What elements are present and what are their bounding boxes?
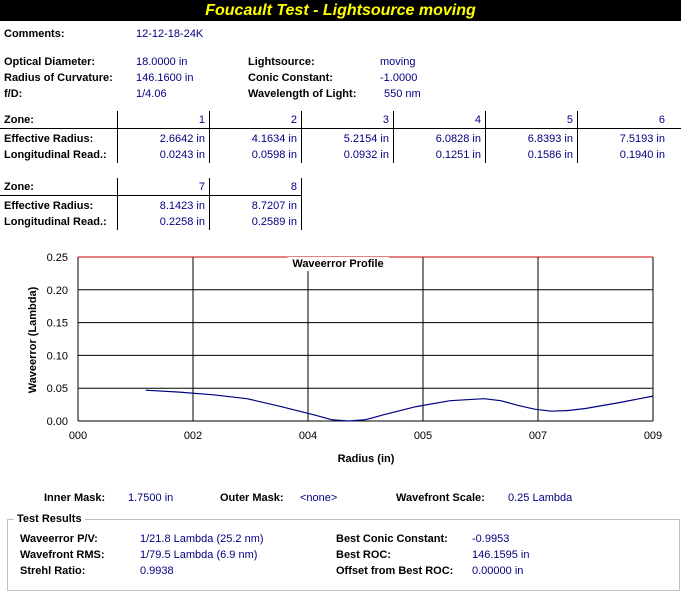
best-roc-value: 146.1595 in — [472, 549, 530, 561]
longitudinal-cell: 0.0243 in — [159, 149, 205, 161]
chart-x-tick-label: 002 — [183, 430, 203, 442]
chart-series-line — [146, 390, 653, 421]
effective-radius-cell: 2.6642 in — [159, 133, 205, 145]
outer-mask-label: Outer Mask: — [220, 492, 284, 504]
chart-y-tick-label: 0.00 — [46, 416, 68, 428]
inner-mask-label: Inner Mask: — [44, 492, 106, 504]
longitudinal-label: Longitudinal Read.: — [4, 216, 107, 228]
zone-label: Zone: — [4, 114, 34, 126]
longitudinal-cell: 0.2589 in — [251, 216, 297, 228]
lightsource-label: Lightsource: — [248, 56, 315, 68]
chart-x-tick-label: 005 — [413, 430, 433, 442]
chart-y-tick-label: 0.05 — [46, 383, 68, 396]
chart-y-tick-label: 0.10 — [46, 350, 68, 363]
strehl-value: 0.9938 — [140, 565, 174, 577]
offset-roc-value: 0.00000 in — [472, 565, 524, 577]
best-conic-value: -0.9953 — [472, 533, 510, 545]
wavefront-scale-value: 0.25 Lambda — [508, 492, 573, 504]
radius-of-curvature-label: Radius of Curvature: — [4, 72, 113, 84]
effective-radius-cell: 8.1423 in — [159, 200, 205, 212]
effective-radius-cell: 6.0828 in — [435, 133, 481, 145]
strehl-label: Strehl Ratio: — [20, 565, 86, 577]
chart-title: Waveerror Profile — [292, 258, 384, 270]
conic-constant-value: -1.0000 — [380, 72, 418, 84]
zone-number: 8 — [290, 181, 297, 193]
effective-radius-cell: 7.5193 in — [619, 133, 665, 145]
waveerror-chart — [0, 240, 681, 490]
longitudinal-cell: 0.1586 in — [527, 149, 573, 161]
zone-number: 5 — [566, 114, 573, 126]
offset-roc-label: Offset from Best ROC: — [336, 565, 454, 577]
effective-radius-label: Effective Radius: — [4, 133, 94, 145]
zone-number: 3 — [382, 114, 389, 126]
effective-radius-cell: 8.7207 in — [251, 200, 297, 212]
pv-label: Waveerror P/V: — [20, 533, 98, 545]
longitudinal-cell: 0.0598 in — [251, 149, 297, 161]
test-results-title: Test Results — [14, 513, 85, 525]
chart-x-tick-label: 009 — [643, 430, 663, 442]
window-title: Foucault Test - Lightsource moving — [0, 0, 681, 21]
zone-number: 6 — [658, 114, 665, 126]
comments-label: Comments: — [4, 28, 65, 40]
chart-y-axis-label: Waveerror (Lambda) — [27, 286, 39, 394]
wavelength-label: Wavelength of Light: — [248, 88, 357, 100]
chart-x-axis-label: Radius (in) — [337, 453, 395, 465]
chart-y-tick-label: 0.25 — [46, 252, 68, 264]
wavefront-scale-label: Wavefront Scale: — [396, 492, 485, 504]
effective-radius-cell: 4.1634 in — [251, 133, 297, 145]
zone-number: 4 — [474, 114, 481, 126]
rms-value: 1/79.5 Lambda (6.9 nm) — [140, 549, 258, 561]
optical-diameter-value: 18.0000 in — [136, 56, 188, 68]
chart-x-tick-label: 004 — [298, 430, 318, 442]
chart-x-tick-label: 007 — [528, 430, 548, 442]
best-roc-label: Best ROC: — [336, 549, 392, 561]
outer-mask-value: <none> — [300, 492, 338, 504]
comments-value: 12-12-18-24K — [136, 28, 204, 40]
conic-constant-label: Conic Constant: — [248, 72, 333, 84]
longitudinal-label: Longitudinal Read.: — [4, 149, 107, 161]
effective-radius-label: Effective Radius: — [4, 200, 94, 212]
effective-radius-cell: 5.2154 in — [343, 133, 389, 145]
zone-number: 1 — [198, 114, 205, 126]
optical-diameter-label: Optical Diameter: — [4, 56, 96, 68]
lightsource-value: moving — [380, 56, 416, 68]
longitudinal-cell: 0.1251 in — [435, 149, 481, 161]
zone-number: 7 — [198, 181, 205, 193]
zone-label: Zone: — [4, 181, 34, 193]
chart-y-tick-label: 0.20 — [46, 284, 68, 297]
fd-label: f/D: — [4, 88, 23, 100]
longitudinal-cell: 0.2258 in — [159, 216, 205, 228]
inner-mask-value: 1.7500 in — [128, 492, 174, 504]
zone-number: 2 — [290, 114, 297, 126]
pv-value: 1/21.8 Lambda (25.2 nm) — [140, 533, 264, 545]
longitudinal-cell: 0.0932 in — [343, 149, 389, 161]
chart-x-tick-label: 000 — [68, 430, 88, 442]
chart-y-tick-label: 0.15 — [46, 317, 68, 330]
effective-radius-cell: 6.8393 in — [527, 133, 573, 145]
radius-of-curvature-value: 146.1600 in — [136, 72, 194, 84]
longitudinal-cell: 0.1940 in — [619, 149, 665, 161]
best-conic-label: Best Conic Constant: — [336, 533, 448, 545]
rms-label: Wavefront RMS: — [20, 549, 105, 561]
wavelength-value: 550 nm — [384, 88, 421, 100]
fd-value: 1/4.06 — [136, 88, 167, 100]
